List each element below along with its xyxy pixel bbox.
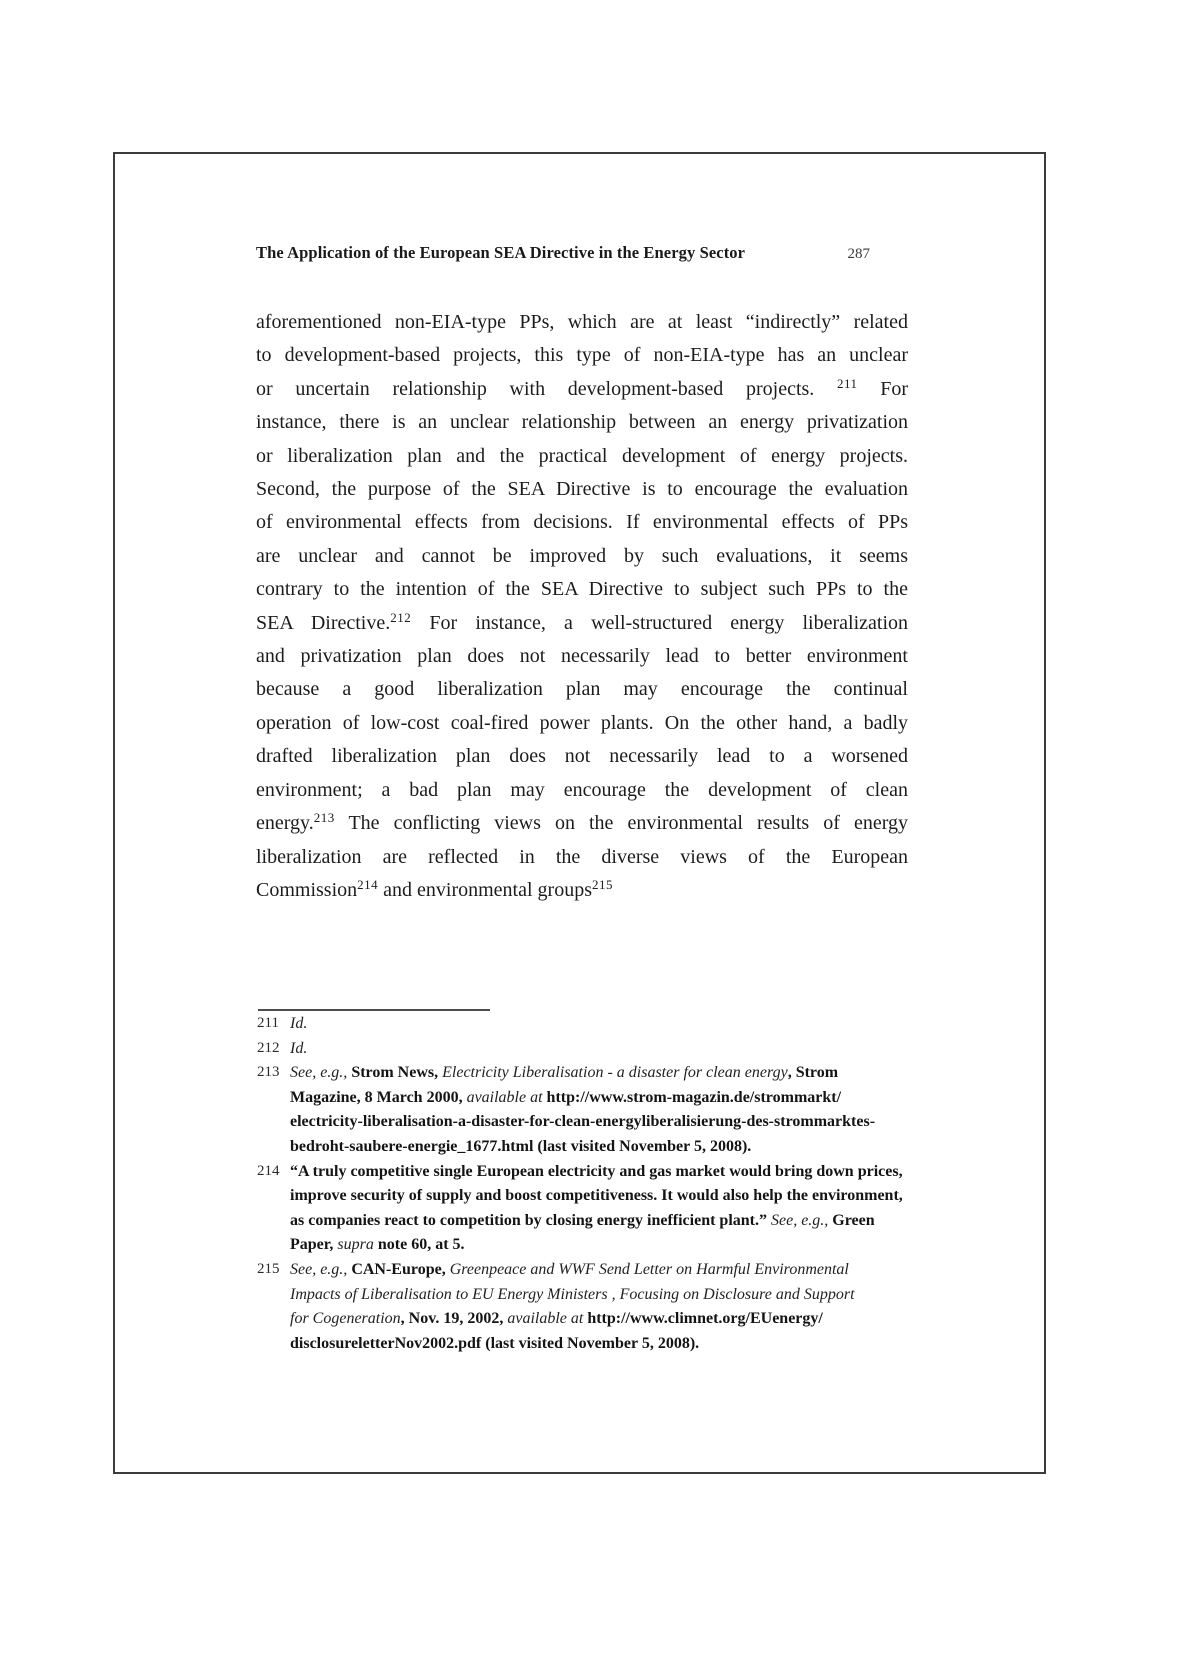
footnote-text: See, e.g., Strom News, Electricity Liberalisation - a disaster for clean energy, Strom Magazine, 8 March 2000, available at http://www.strom-magazin.de/strommarkt/ electricity-liberalisation-a-disaster-for-clean-energyliberalisierung-des-strommarktes- bedroht-saubere-energie_1677.html (last visited November 5, 2008).: [290, 1064, 876, 1155]
body-line: of environmental effects from decisions. If environmental effects of PPs: [256, 511, 908, 534]
body-line: are unclear and cannot be improved by such evaluations, it seems: [256, 544, 908, 567]
footnote-reference: 214: [357, 876, 379, 892]
footnote-text: Id.: [290, 1015, 308, 1032]
footnote-item: [257, 1037, 929, 1062]
body-line: or liberalization plan and the practical development of energy projects.: [256, 444, 908, 467]
body-paragraph: [256, 306, 908, 907]
body-line: Commission$^{214}$ and environmental groups$^{215}$: [256, 876, 613, 901]
footnote-reference: 213: [313, 810, 335, 826]
footnote-text: See, e.g., CAN-Europe, Greenpeace and WWF Send Letter on Harmful Environmental Impacts of Liberalisation to EU Energy Ministers , Focusing on Disclosure and Support for Cogeneration, Nov. 19, 2002, available at http://www.climnet.org/EUenergy/ disclosureletterNov2002.pdf (last visited November 5, 2008).: [290, 1260, 855, 1352]
page-title: The Application of the European SEA Directive in the Energy Sector: [256, 243, 746, 262]
footnote-text: Id.: [290, 1039, 308, 1057]
footnote-number: 211: [257, 1015, 279, 1031]
footnote-reference: 211: [836, 375, 858, 391]
footnote-number: 215: [257, 1260, 280, 1277]
footnotes-list: [257, 1012, 929, 1356]
footnote-text: “A truly competitive single European electricity and gas market would bring down prices, improve security of supply and boost competitiveness. It would also help the environment, as companies react to competition by closing energy inefficient plant.” See, e.g., Green Paper, supra note 60, at 5.: [290, 1162, 903, 1254]
page-header: [256, 243, 908, 263]
body-line: because a good liberalization plan may encourage the continual: [256, 678, 908, 701]
footnote-number: 213: [257, 1064, 280, 1081]
body-line: liberalization are reflected in the diverse views of the European: [256, 845, 908, 868]
body-line: energy.$^{213}$ The conflicting views on the environmental results of energy: [256, 810, 908, 835]
body-line: SEA Directive.$^{212}$ For instance, a well-structured energy liberalization: [256, 609, 908, 634]
footnote-separator: [258, 1009, 490, 1011]
footnote-reference: 215: [591, 876, 613, 892]
footnote-number: 214: [257, 1162, 280, 1179]
body-line: and privatization plan does not necessarily lead to better environment: [256, 645, 908, 668]
footnote-number: 212: [257, 1039, 280, 1056]
body-line: drafted liberalization plan does not necessarily lead to a worsened: [256, 745, 908, 768]
footnote-reference: 212: [390, 609, 412, 625]
footnote-item: [257, 1258, 929, 1356]
body-line: contrary to the intention of the SEA Directive to subject such PPs to the: [256, 578, 908, 601]
body-line: or uncertain relationship with development-based projects. $^{211}$ For: [256, 375, 908, 400]
footnote-item: [257, 1160, 929, 1258]
body-line: aforementioned non-EIA-type PPs, which are at least “indirectly” related: [256, 311, 908, 333]
footnote-item: [257, 1061, 929, 1159]
body-line: instance, there is an unclear relationship between an energy privatization: [256, 411, 908, 434]
page-number: 287: [847, 246, 870, 262]
body-line: operation of low-cost coal-fired power plants. On the other hand, a badly: [256, 711, 908, 734]
body-line: environment; a bad plan may encourage the development of clean: [256, 778, 908, 801]
body-line: to development-based projects, this type of non-EIA-type has an unclear: [256, 344, 908, 367]
body-line: Second, the purpose of the SEA Directive is to encourage the evaluation: [256, 478, 908, 501]
footnote-item: [257, 1012, 929, 1037]
